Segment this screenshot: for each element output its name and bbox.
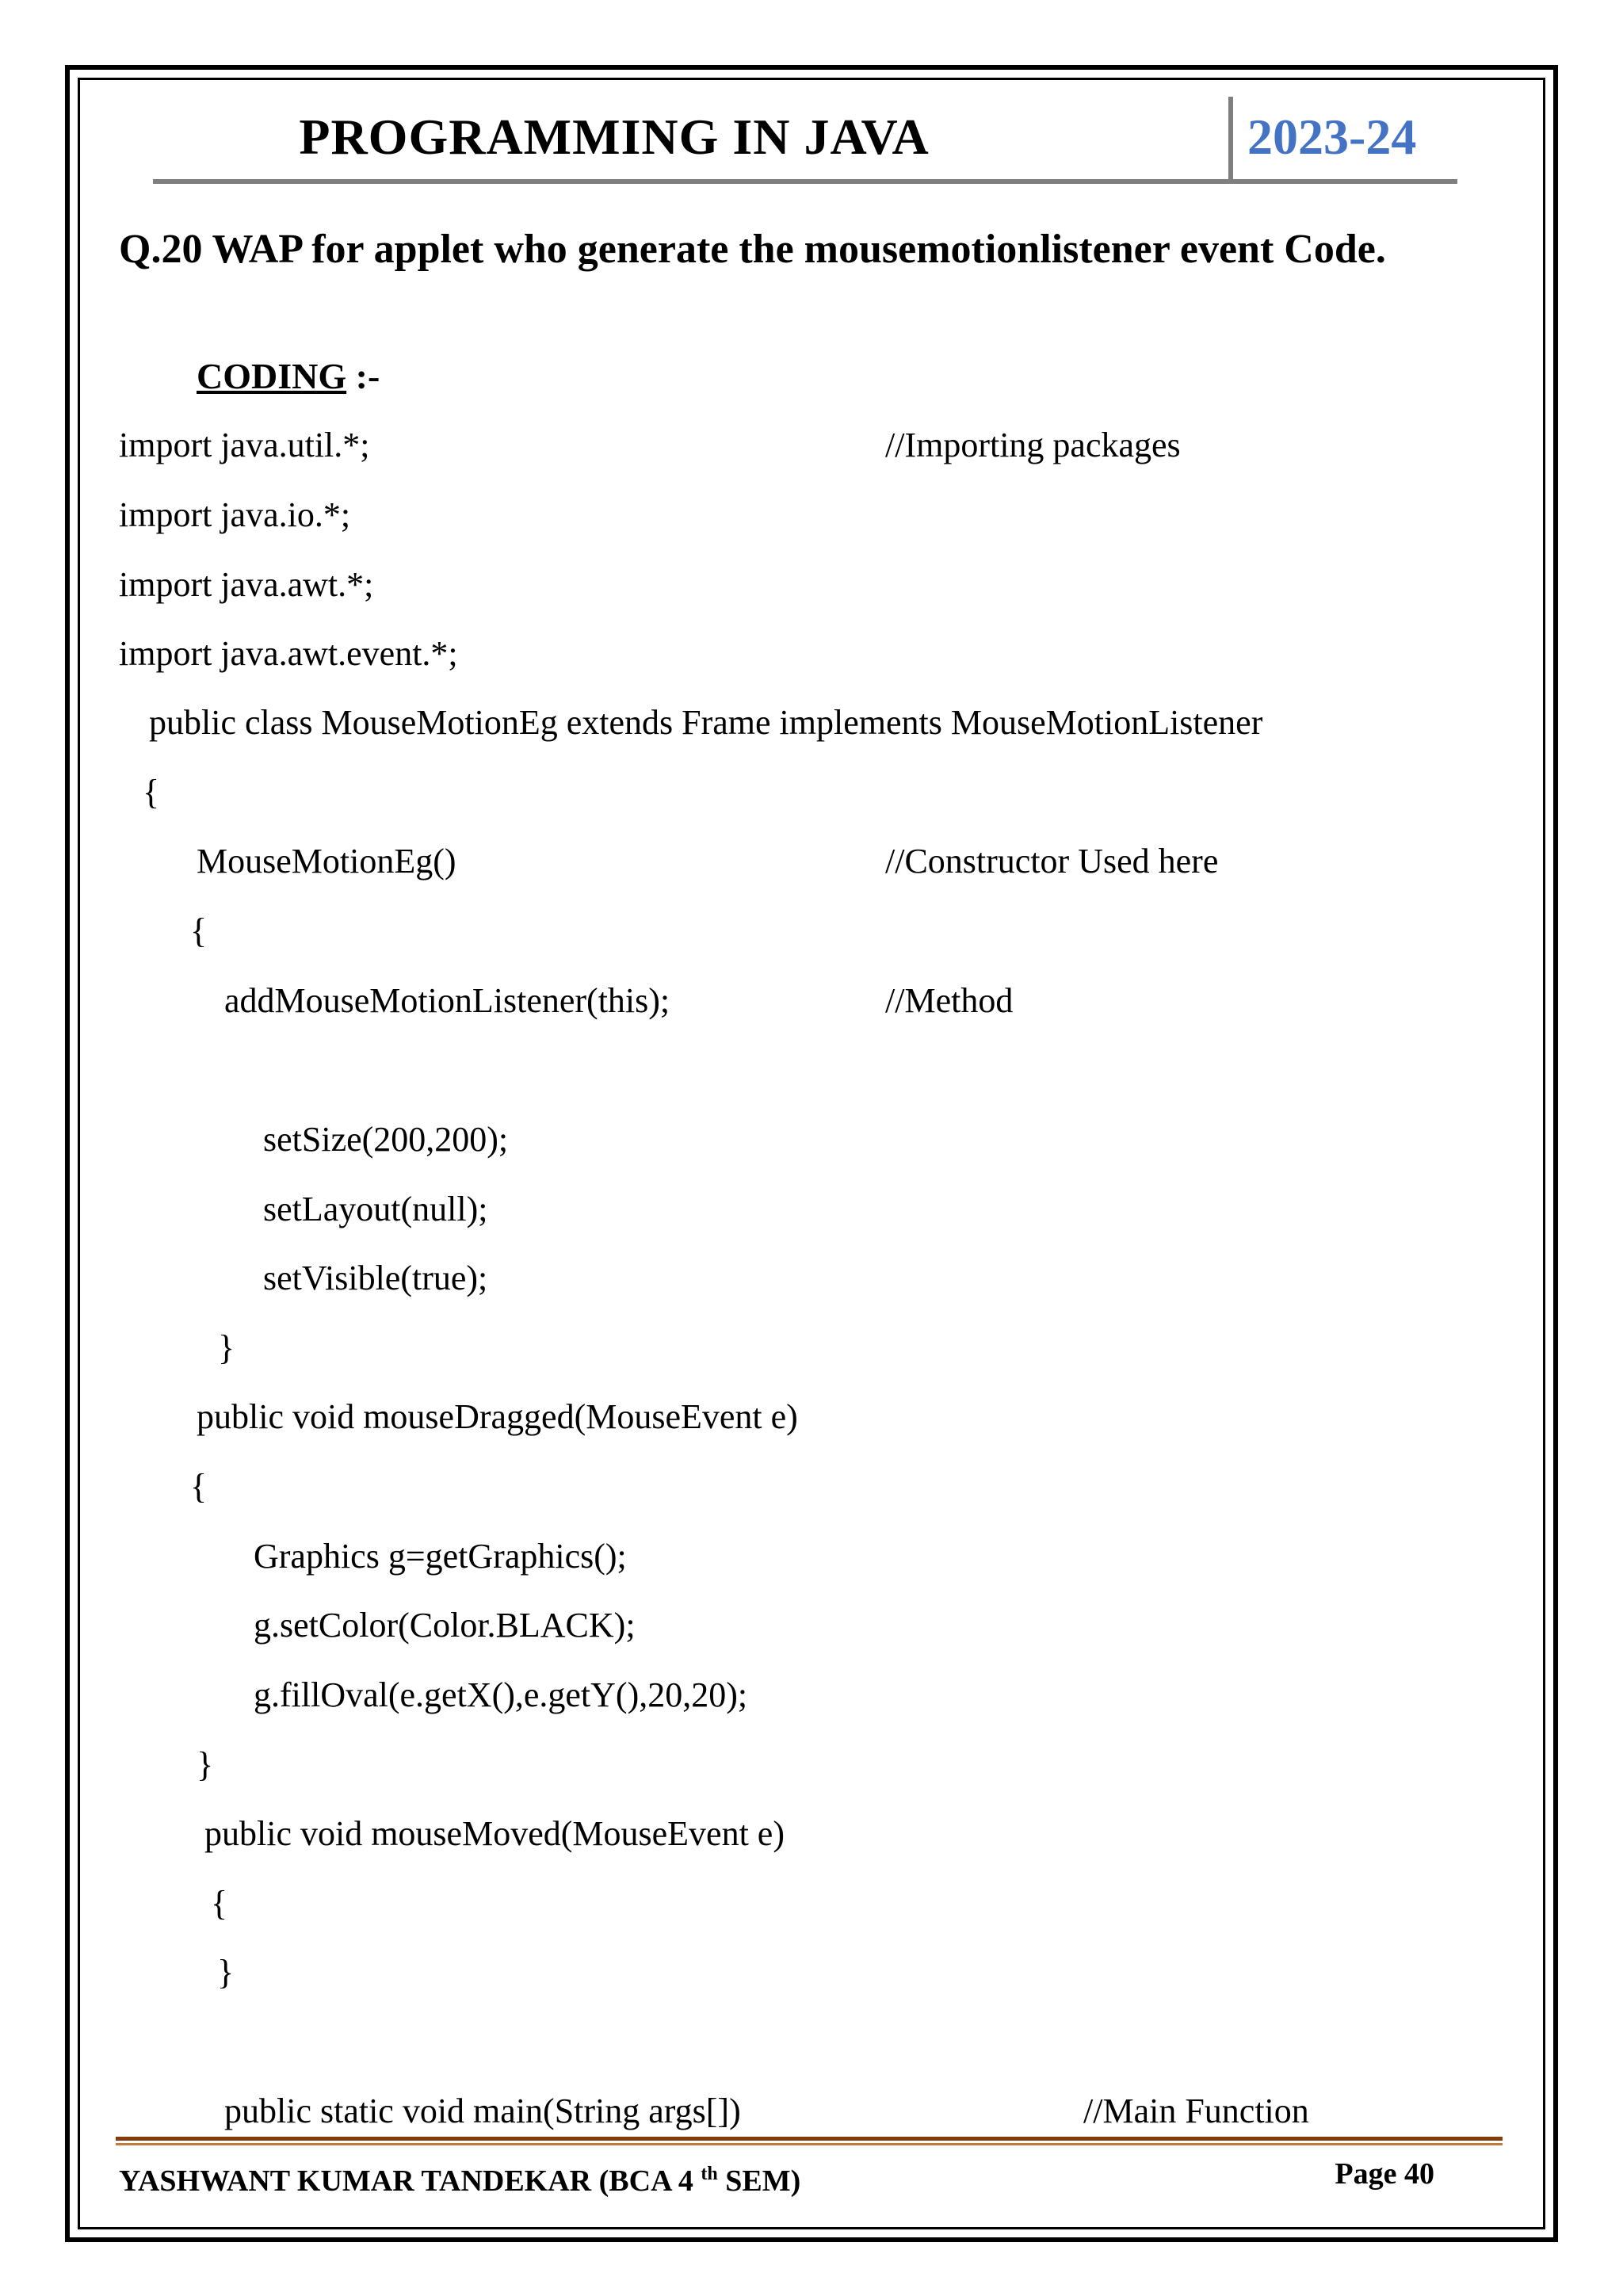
code-line: import java.util.*;	[119, 426, 370, 464]
code-line: MouseMotionEg()	[197, 842, 456, 881]
footer-rule-thin	[116, 2143, 1503, 2145]
question-heading: Q.20 WAP for applet who generate the mousemotionlistener event Code.	[119, 227, 1386, 272]
coding-label: CODING	[197, 356, 347, 396]
header-divider	[1228, 97, 1233, 184]
footer-author	[119, 2152, 800, 2203]
code-line: }	[217, 1953, 235, 1992]
code-line: public void mouseDragged(MouseEvent e)	[197, 1397, 798, 1436]
code-line: {	[190, 1467, 208, 1506]
code-line: addMouseMotionListener(this);	[224, 981, 670, 1020]
code-line: public class MouseMotionEg extends Frame implements MouseMotionListener	[149, 703, 1263, 742]
code-line: Graphics g=getGraphics();	[254, 1537, 627, 1576]
footer-rule	[116, 2137, 1503, 2141]
coding-heading	[197, 353, 380, 400]
header-title: PROGRAMMING IN JAVA	[299, 109, 930, 165]
code-line: }	[197, 1745, 214, 1784]
code-line: public void mouseMoved(MouseEvent e)	[204, 1814, 785, 1853]
code-line: {	[190, 911, 208, 950]
footer-page-number: Page 40	[1335, 2157, 1434, 2191]
coding-suffix: :-	[346, 356, 380, 396]
code-line: g.fillOval(e.getX(),e.getY(),20,20);	[254, 1675, 748, 1714]
code-line: {	[143, 773, 160, 812]
code-line: setLayout(null);	[263, 1190, 488, 1228]
code-line: setSize(200,200);	[263, 1120, 509, 1159]
code-comment: //Main Function	[1083, 2092, 1309, 2130]
code-comment: //Importing packages	[885, 426, 1181, 464]
code-line: import java.io.*;	[119, 495, 351, 534]
code-line: import java.awt.event.*;	[119, 634, 458, 673]
code-line: g.setColor(Color.BLACK);	[254, 1606, 636, 1645]
header-rule	[153, 179, 1457, 184]
code-line: setVisible(true);	[263, 1259, 488, 1297]
footer-author-name: YASHWANT KUMAR TANDEKAR (BCA 4	[119, 2164, 693, 2198]
code-line: public static void main(String args[])	[224, 2092, 741, 2130]
footer-author-sem: SEM)	[717, 2164, 801, 2198]
code-line: {	[211, 1884, 228, 1923]
footer-author-sup: th	[701, 2164, 718, 2184]
code-comment: //Method	[885, 981, 1014, 1020]
code-line: import java.awt.*;	[119, 565, 374, 604]
code-comment: //Constructor Used here	[885, 842, 1219, 881]
header-year: 2023-24	[1247, 109, 1417, 165]
code-line: }	[218, 1328, 235, 1367]
